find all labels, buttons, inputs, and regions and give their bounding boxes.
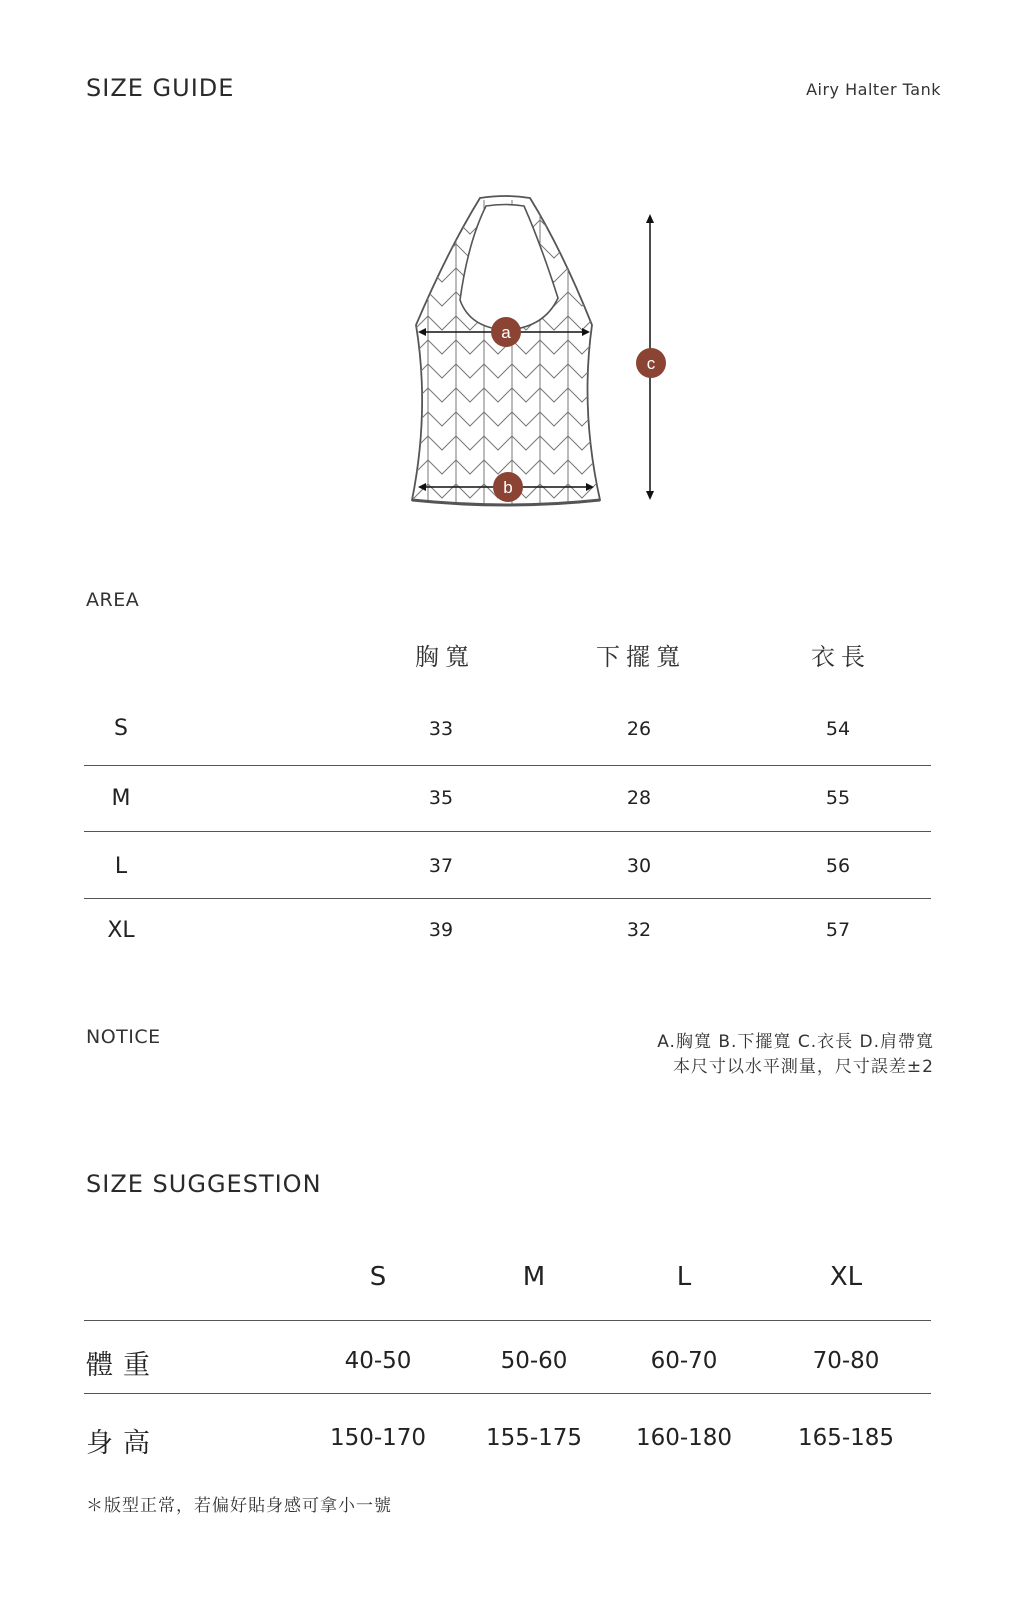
- weight-cell: 60-70: [650, 1348, 718, 1374]
- column-header-length: 衣長: [811, 643, 871, 671]
- notice-tolerance-text: 本尺寸以水平測量，尺寸誤差±2: [672, 1057, 934, 1077]
- garment-diagram: [380, 180, 700, 525]
- fit-footnote: ＊版型正常，若偏好貼身感可拿小一號: [86, 1496, 392, 1516]
- halter-tank-illustration: [380, 180, 700, 525]
- suggestion-divider: [84, 1320, 931, 1321]
- weight-cell: 40-50: [344, 1348, 412, 1374]
- page-title: SIZE GUIDE: [86, 74, 235, 102]
- height-label: 身高: [86, 1428, 160, 1459]
- column-header-hem: 下擺寬: [596, 643, 686, 671]
- table-cell: 32: [626, 919, 652, 941]
- column-header-chest: 胸寬: [415, 643, 475, 671]
- row-divider: [84, 831, 931, 832]
- table-cell: 26: [626, 718, 652, 740]
- table-cell: 56: [825, 855, 851, 877]
- row-size-label: XL: [107, 918, 135, 943]
- marker-a-label: a: [501, 323, 511, 342]
- table-cell: 37: [428, 855, 454, 877]
- notice-legend-text: A.胸寬 B.下擺寬 C.衣長 D.肩帶寬: [657, 1032, 934, 1052]
- weight-cell: 50-60: [500, 1348, 568, 1374]
- height-cell: 165-185: [797, 1425, 895, 1451]
- marker-b-label: b: [503, 478, 513, 497]
- suggestion-size-header: L: [676, 1262, 692, 1292]
- table-cell: 30: [626, 855, 652, 877]
- row-divider: [84, 765, 931, 766]
- area-section-label: AREA: [86, 589, 140, 611]
- suggestion-divider: [84, 1393, 931, 1394]
- table-cell: 33: [428, 718, 454, 740]
- suggestion-size-header: M: [522, 1262, 546, 1292]
- suggestion-size-header: XL: [829, 1262, 863, 1292]
- table-cell: 28: [626, 787, 652, 809]
- row-size-label: M: [111, 786, 131, 811]
- notice-section-label: NOTICE: [86, 1026, 161, 1048]
- table-cell: 55: [825, 787, 851, 809]
- height-cell: 155-175: [485, 1425, 583, 1451]
- table-cell: 35: [428, 787, 454, 809]
- marker-c-label: c: [646, 354, 656, 373]
- table-cell: 57: [825, 919, 851, 941]
- row-size-label: L: [114, 854, 128, 879]
- height-cell: 160-180: [635, 1425, 733, 1451]
- weight-cell: 70-80: [812, 1348, 880, 1374]
- height-cell: 150-170: [329, 1425, 427, 1451]
- table-cell: 54: [825, 718, 851, 740]
- suggestion-section-label: SIZE SUGGESTION: [86, 1170, 322, 1198]
- weight-label: 體重: [86, 1350, 160, 1381]
- suggestion-size-header: S: [369, 1262, 387, 1292]
- product-name: Airy Halter Tank: [806, 80, 941, 99]
- table-cell: 39: [428, 919, 454, 941]
- row-divider: [84, 898, 931, 899]
- row-size-label: S: [114, 716, 128, 741]
